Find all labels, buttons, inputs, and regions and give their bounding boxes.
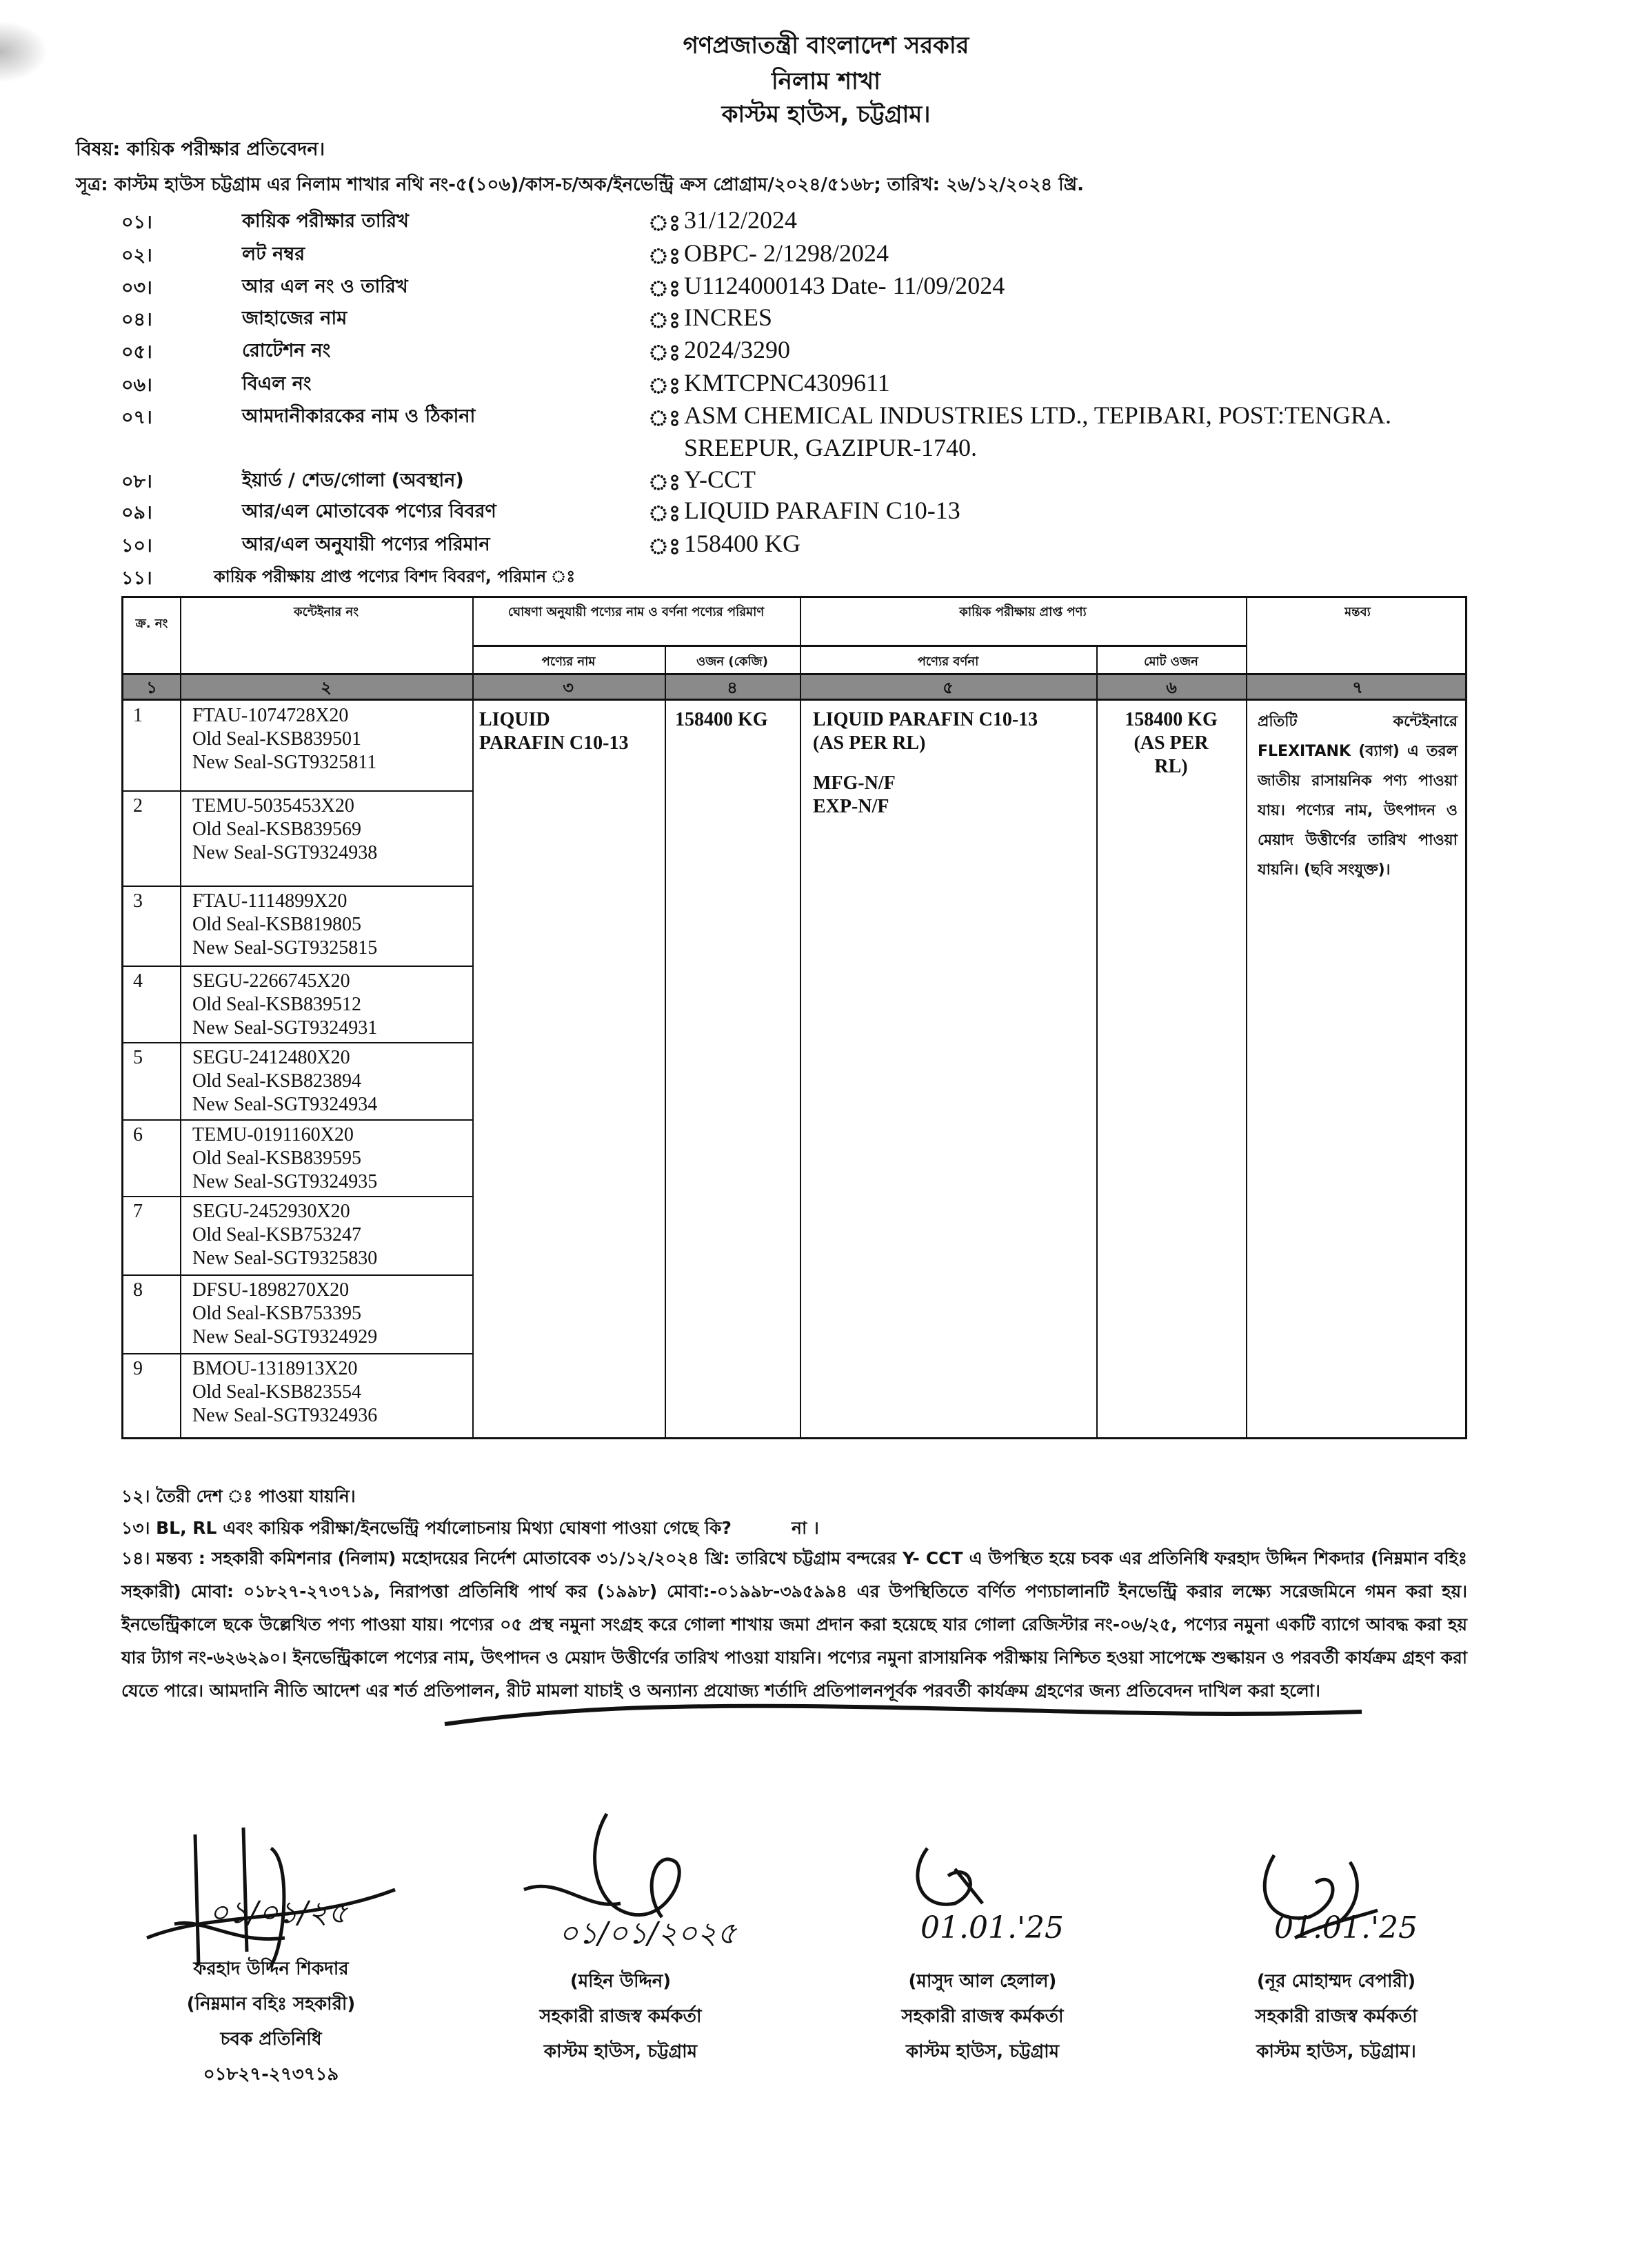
header-found-weight: মোট ওজন <box>1144 654 1198 669</box>
container-number: TEMU-0191160X20 <box>192 1124 354 1145</box>
signature-date: 01.01.'25 <box>1274 1910 1418 1945</box>
new-seal: New Seal-SGT9324929 <box>192 1326 378 1348</box>
field-number: ০৪। <box>121 309 152 330</box>
old-seal: Old Seal-KSB839569 <box>192 819 361 840</box>
header-found-desc: পণ্যের বর্ণনা <box>917 654 979 669</box>
container-number: DFSU-1898270X20 <box>192 1279 350 1301</box>
field-value: U1124000143 Date- 11/09/2024 <box>684 272 1005 299</box>
declared-name <box>479 708 628 755</box>
header-serial: ক্র. নং <box>135 617 168 631</box>
reference-line: সূত্র: কাস্টম হাউস চট্টগ্রাম এর নিলাম শাখার নথি নং-৫(১০৬)/কাস-চ/অক/ইনভেন্ট্রি ক্রস প্রোগ্রাম/২০২৪/৫১৬৮; তারিখ: ২৬/১২/২০২৪ খ্রি. <box>76 174 1084 195</box>
field-value: LIQUID PARAFIN C10-13 <box>684 497 960 524</box>
table-row-serial: 5 <box>133 1047 143 1068</box>
row-divider <box>123 1119 472 1121</box>
field-number: ০৯। <box>121 502 152 523</box>
header-office: কাস্টম হাউস, চট্টগ্রাম। <box>721 101 931 128</box>
table-row-serial: 4 <box>133 970 143 992</box>
old-seal: Old Seal-KSB823894 <box>192 1070 361 1092</box>
row-divider <box>123 790 472 792</box>
new-seal: New Seal-SGT9324936 <box>192 1405 378 1426</box>
field-colon: ঃ <box>648 243 681 268</box>
container-number: FTAU-1114899X20 <box>192 890 347 912</box>
signatory-block <box>1157 1964 1515 2070</box>
signatory-office: কাস্টম হাউস, চট্টগ্রাম। <box>1256 2041 1416 2062</box>
field-value: 158400 KG <box>684 530 800 557</box>
table-row-container <box>192 1123 377 1194</box>
item-13: ১৩। BL, RL এবং কায়িক পরীক্ষা/ইনভেন্ট্রি পর্যালোচনায় মিথ্যা ঘোষণা পাওয়া গেছে কি? না । <box>121 1518 819 1538</box>
field-label: আমদানীকারকের নাম ও ঠিকানা <box>242 406 476 427</box>
new-seal: New Seal-SGT9324938 <box>192 842 378 863</box>
field-label: জাহাজের নাম <box>242 308 347 329</box>
new-seal: New Seal-SGT9324934 <box>192 1094 378 1115</box>
new-seal: New Seal-SGT9325811 <box>192 752 377 773</box>
table-row-container <box>192 794 377 865</box>
section-11-number: ১১। <box>121 568 152 589</box>
column-number: ২ <box>321 678 332 697</box>
signatory-role: সহকারী রাজস্ব কর্মকর্তা <box>901 2006 1064 2027</box>
column-number: ৭ <box>1352 678 1363 697</box>
header-declared-name: পণ্যের নাম <box>541 654 596 669</box>
header-remarks: মন্তব্য <box>1344 605 1371 619</box>
table-row-serial: 8 <box>133 1279 143 1301</box>
row-divider <box>123 886 472 887</box>
row-divider <box>123 1274 472 1276</box>
old-seal: Old Seal-KSB839512 <box>192 994 361 1015</box>
header-found: কায়িক পরীক্ষায় প্রাপ্ত পণ্য <box>959 605 1087 619</box>
signatory-name: ফরহাদ উদ্দিন শিকদার <box>193 1959 349 1979</box>
container-number: SEGU-2412480X20 <box>192 1047 350 1068</box>
item-12: ১২। তৈরী দেশ ঃ পাওয়া যায়নি। <box>121 1486 356 1506</box>
signature-date: ০১/০১/২৫ <box>209 1895 348 1930</box>
section-11-label: কায়িক পরীক্ষায় প্রাপ্ত পণ্যের বিশদ বিবরণ, পরিমান ঃ <box>214 567 576 586</box>
signatory-name: (নূর মোহাম্মদ বেপারী) <box>1256 1971 1416 1992</box>
field-colon: ঃ <box>648 406 681 430</box>
declared-name-line: LIQUID <box>479 709 550 730</box>
field-number: ০৮। <box>121 471 152 492</box>
container-number: SEGU-2266745X20 <box>192 970 350 992</box>
header-declared-weight: ওজন (কেজি) <box>696 654 768 669</box>
header-government: গণপ্রজাতন্ত্রী বাংলাদেশ সরকার <box>683 32 969 59</box>
handwritten-underline <box>441 1703 1365 1731</box>
declared-weight: 158400 KG <box>675 709 768 730</box>
header-declared: ঘোষণা অনুযায়ী পণ্যের নাম ও বর্ণনা পণ্যের পরিমাণ <box>507 605 765 619</box>
signatory-block <box>803 1964 1162 2070</box>
container-number: FTAU-1074728X20 <box>192 705 349 726</box>
remarks-text: প্রতিটি কন্টেইনারে FLEXITANK (ব্যাগ) এ তরল জাতীয় রাসায়নিক পণ্য পাওয়া যায়। পণ্যের নাম, উৎপাদন ও মেয়াদ উত্তীর্ণের তারিখ পাওয়া যায়নি। (ছবি সংযুক্ত)। <box>1258 713 1458 879</box>
new-seal: New Seal-SGT9325815 <box>192 937 378 959</box>
inventory-table <box>121 596 1467 1439</box>
found-weight-line: RL) <box>1154 756 1188 777</box>
field-colon: ঃ <box>648 373 681 398</box>
found-weight-line: (AS PER <box>1134 732 1209 754</box>
signature-date: ০১/০১/২০২৫ <box>558 1916 737 1951</box>
found-weight-line: 158400 KG <box>1125 709 1218 730</box>
field-label: কায়িক পরীক্ষার তারিখ <box>242 210 409 232</box>
table-row-serial: 1 <box>133 705 143 726</box>
field-number: ০১। <box>121 212 152 233</box>
signatory-block <box>92 1952 450 2092</box>
field-label: ইয়ার্ড / শেড/গোলা (অবস্থান) <box>242 470 464 491</box>
field-colon: ঃ <box>648 340 681 365</box>
table-row-container <box>192 1357 377 1428</box>
signatory-office: কাস্টম হাউস, চট্টগ্রাম <box>543 2041 698 2062</box>
field-value: ASM CHEMICAL INDUSTRIES LTD., TEPIBARI, POST:TENGRA. <box>684 401 1391 429</box>
field-number: ০৩। <box>121 277 152 299</box>
old-seal: Old Seal-KSB839501 <box>192 728 361 750</box>
found-desc-line: MFG-N/F <box>813 772 896 794</box>
table-row-container <box>192 1200 377 1270</box>
signatory-phone: ০১৮২৭-২৭৩৭১৯ <box>203 2064 339 2085</box>
new-seal: New Seal-SGT9324931 <box>192 1017 378 1039</box>
field-colon: ঃ <box>648 470 681 494</box>
field-value: 2024/3290 <box>684 336 791 363</box>
field-number: ০২। <box>121 245 152 266</box>
column-number: ৬ <box>1166 678 1177 697</box>
signatory-role: (নিম্নমান বহিঃ সহকারী) <box>186 1994 356 2014</box>
signature-image <box>845 1807 1134 1972</box>
table-row-container <box>192 1279 377 1349</box>
found-desc-line: (AS PER RL) <box>813 732 926 754</box>
table-row-serial: 2 <box>133 795 143 817</box>
header-branch: নিলাম শাখা <box>771 68 881 95</box>
field-label: রোটেশন নং <box>242 340 331 361</box>
old-seal: Old Seal-KSB839595 <box>192 1148 361 1169</box>
field-value: 31/12/2024 <box>684 206 798 234</box>
found-description <box>813 708 1038 819</box>
row-divider <box>123 1042 472 1043</box>
signatory-role: সহকারী রাজস্ব কর্মকর্তা <box>539 2006 702 2027</box>
new-seal: New Seal-SGT9324935 <box>192 1171 378 1192</box>
field-value-continued: SREEPUR, GAZIPUR-1740. <box>684 434 978 461</box>
table-row-serial: 7 <box>133 1201 143 1222</box>
container-number: TEMU-5035453X20 <box>192 795 354 817</box>
old-seal: Old Seal-KSB753247 <box>192 1224 361 1245</box>
declared-name-line: PARAFIN C10-13 <box>479 732 629 754</box>
field-label: আর এল নং ও তারিখ <box>242 276 408 297</box>
column-number: ৫ <box>943 678 954 697</box>
table-row-container <box>192 704 376 774</box>
table-row-container <box>192 1046 377 1117</box>
subject-line: বিষয়: কায়িক পরীক্ষার প্রতিবেদন। <box>76 139 325 160</box>
field-colon: ঃ <box>648 534 681 559</box>
field-label: আর/এল মোতাবেক পণ্যের বিবরণ <box>242 501 496 522</box>
field-colon: ঃ <box>648 210 681 235</box>
table-row-serial: 3 <box>133 890 143 912</box>
field-number: ০৭। <box>121 407 152 428</box>
field-number: ০৬। <box>121 374 152 396</box>
column-number: ৪ <box>727 678 738 697</box>
container-number: BMOU-1318913X20 <box>192 1358 358 1379</box>
signatory-office: কাস্টম হাউস, চট্টগ্রাম <box>905 2041 1060 2062</box>
field-label: বিএল নং <box>242 373 312 394</box>
table-row-container <box>192 890 377 960</box>
old-seal: Old Seal-KSB819805 <box>192 914 361 935</box>
table-row-serial: 6 <box>133 1124 143 1145</box>
field-label: আর/এল অনুযায়ী পণ্যের পরিমান <box>242 534 490 555</box>
field-value: OBPC- 2/1298/2024 <box>684 239 889 267</box>
row-divider <box>123 1196 472 1197</box>
field-colon: ঃ <box>648 501 681 526</box>
signatory-block <box>441 1964 800 2070</box>
signatory-role: সহকারী রাজস্ব কর্মকর্তা <box>1255 2006 1418 2027</box>
signatory-name: (মাসুদ আল হেলাল) <box>908 1971 1057 1992</box>
signature-date: 01.01.'25 <box>920 1910 1065 1945</box>
column-number: ৩ <box>563 678 574 697</box>
field-value: KMTCPNC4309611 <box>684 369 890 397</box>
old-seal: Old Seal-KSB823554 <box>192 1381 361 1403</box>
field-colon: ঃ <box>648 308 681 332</box>
field-colon: ঃ <box>648 276 681 301</box>
field-number: ১০। <box>121 535 152 557</box>
item-14-remarks: ১৪। মন্তব্য : সহকারী কমিশনার (নিলাম) মহোদয়ের নির্দেশ মোতাবেক ৩১/১২/২০২৪ খ্রি: তারিখে চট্টগ্রাম বন্দরের Y- CCT এ উপস্থিত হয়ে চবক এর প্রতিনিধি ফরহাদ উদ্দিন শিকদার (নিম্নমান বহিঃ সহকারী) মোবা: ০১৮২৭-২৭৩৭১৯, নিরাপত্তা প্রতিনিধি পার্থ কর (১৯৯৮) মোবা:-০১৯৯৮-৩৯৫৯৯৪ এর উপস্থিতিতে বর্ণিত পণ্যচালানটি ইনভেন্ট্রি করার লক্ষ্যে সরেজমিনে গমন করা হয়। ইনভেন্ট্রিকালে ছকে উল্লেখিত পণ্য পাওয়া যায়। পণ্যের ০৫ প্রস্থ নমুনা সংগ্রহ করে গোলা শাখায় জমা প্রদান করা হয়েছে যার গোলা রেজিস্টার নং-০৬/২৫, পণ্যের নমুনা একটি ব্যাগে আবদ্ধ করা হয় যার ট্যাগ নং-৬২৬২৯০। ইনভেন্ট্রিকালে পণ্যের নাম, উৎপাদন ও মেয়াদ উত্তীর্ণের তারিখ পাওয়া যায়নি। পণ্যের নমুনা রাসায়নিক পরীক্ষায় নিশ্চিত হওয়া সাপেক্ষে শুল্কায়ন ও পরবর্তী কার্যক্রম গ্রহণ করা যেতে পারে। আমদানি নীতি আদেশ এর শর্ত প্রতিপালন, রীট মামলা যাচাই ও অন্যান্য প্রযোজ্য শর্তাদি প্রতিপালনপূর্বক পরবর্তী কার্যক্রম গ্রহণের জন্য প্রতিবেদন দাখিল করা হলো। <box>121 1548 1467 1701</box>
new-seal: New Seal-SGT9325830 <box>192 1248 378 1269</box>
signatory-name: (মহিন উদ্দিন) <box>570 1971 672 1992</box>
field-number: ০৫। <box>121 341 152 363</box>
column-number: ১ <box>146 678 157 697</box>
signatory-office: চবক প্রতিনিধি <box>220 2029 322 2050</box>
found-desc-line: LIQUID PARAFIN C10-13 <box>813 709 1038 730</box>
row-divider <box>123 1353 472 1354</box>
old-seal: Old Seal-KSB753395 <box>192 1303 361 1324</box>
found-desc-line: EXP-N/F <box>813 796 889 817</box>
table-row-container <box>192 970 377 1040</box>
field-label: লট নম্বর <box>242 243 305 265</box>
header-container: কন্টেইনার নং <box>294 605 359 619</box>
field-value: Y-CCT <box>684 466 756 493</box>
row-divider <box>123 966 472 967</box>
signature-image <box>1198 1807 1488 1972</box>
field-value: INCRES <box>684 303 773 331</box>
found-weight <box>1096 708 1246 779</box>
container-number: SEGU-2452930X20 <box>192 1201 350 1222</box>
table-row-serial: 9 <box>133 1358 143 1379</box>
